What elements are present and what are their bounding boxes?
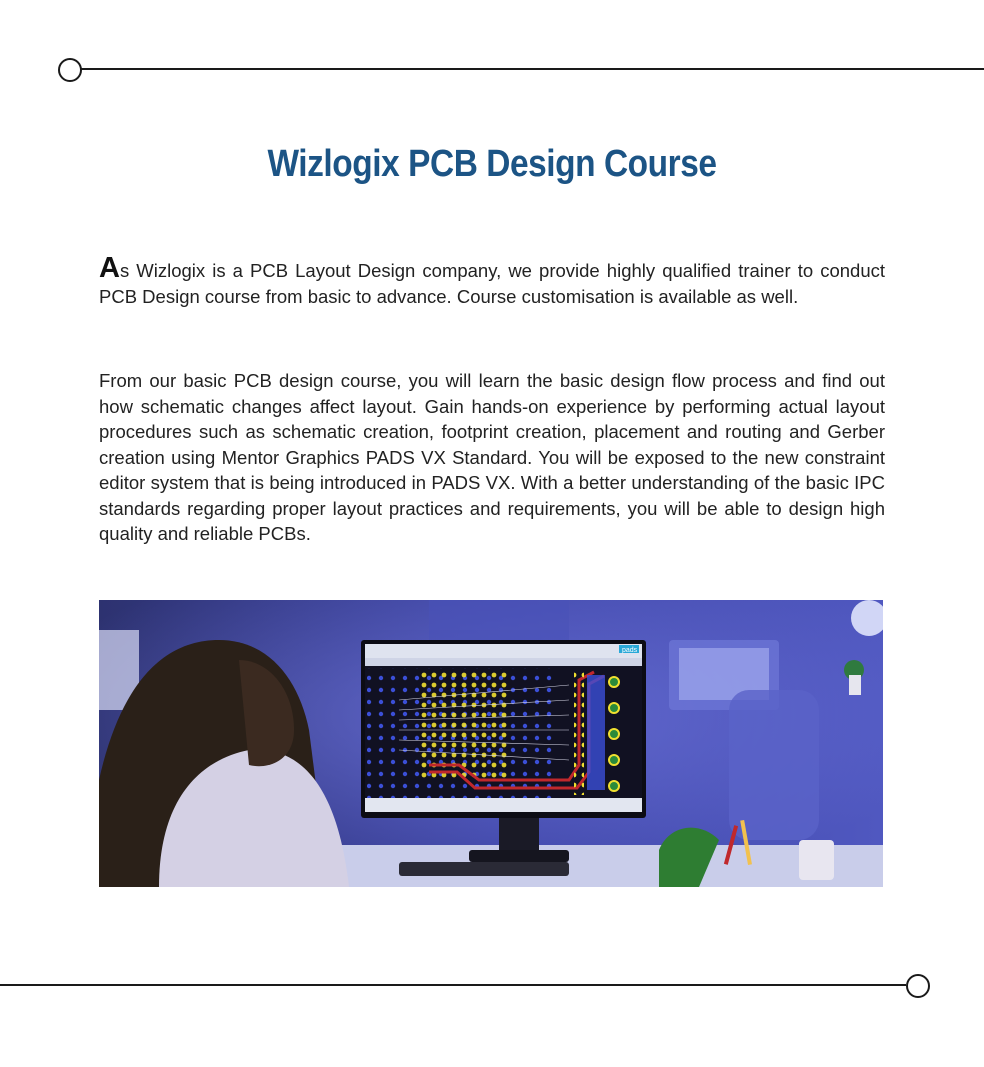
bottom-divider-circle [906, 974, 930, 998]
page-title: Wizlogix PCB Design Course [267, 143, 717, 185]
top-divider-circle [58, 58, 82, 82]
course-description-paragraph: From our basic PCB design course, you will learn the basic design flow process and find out how schematic changes affect layout. Gain hands-on experience by performing actual layout procedures such as schematic creation, footprint creation, placement and routing and Gerber creation using Mentor Graphics PADS VX Standard. You will be exposed to the new constraint editor system that is being introduced in PADS VX. With a better understanding of the basic IPC standards regarding proper layout practices and requirements, you will be able to design high quality and reliable PCBs. [99, 370, 885, 544]
top-divider-line [80, 68, 984, 70]
intro-paragraph [99, 252, 885, 309]
pcb-design-photo [99, 600, 883, 887]
intro-paragraph-text: s Wizlogix is a PCB Layout Design company, we provide highly qualified trainer to conduct PCB Design course from basic to advance. Course customisation is available as well. [99, 260, 885, 307]
pads-logo: pads [622, 647, 638, 654]
drop-cap: A [99, 252, 120, 284]
bottom-divider-line [0, 984, 906, 986]
